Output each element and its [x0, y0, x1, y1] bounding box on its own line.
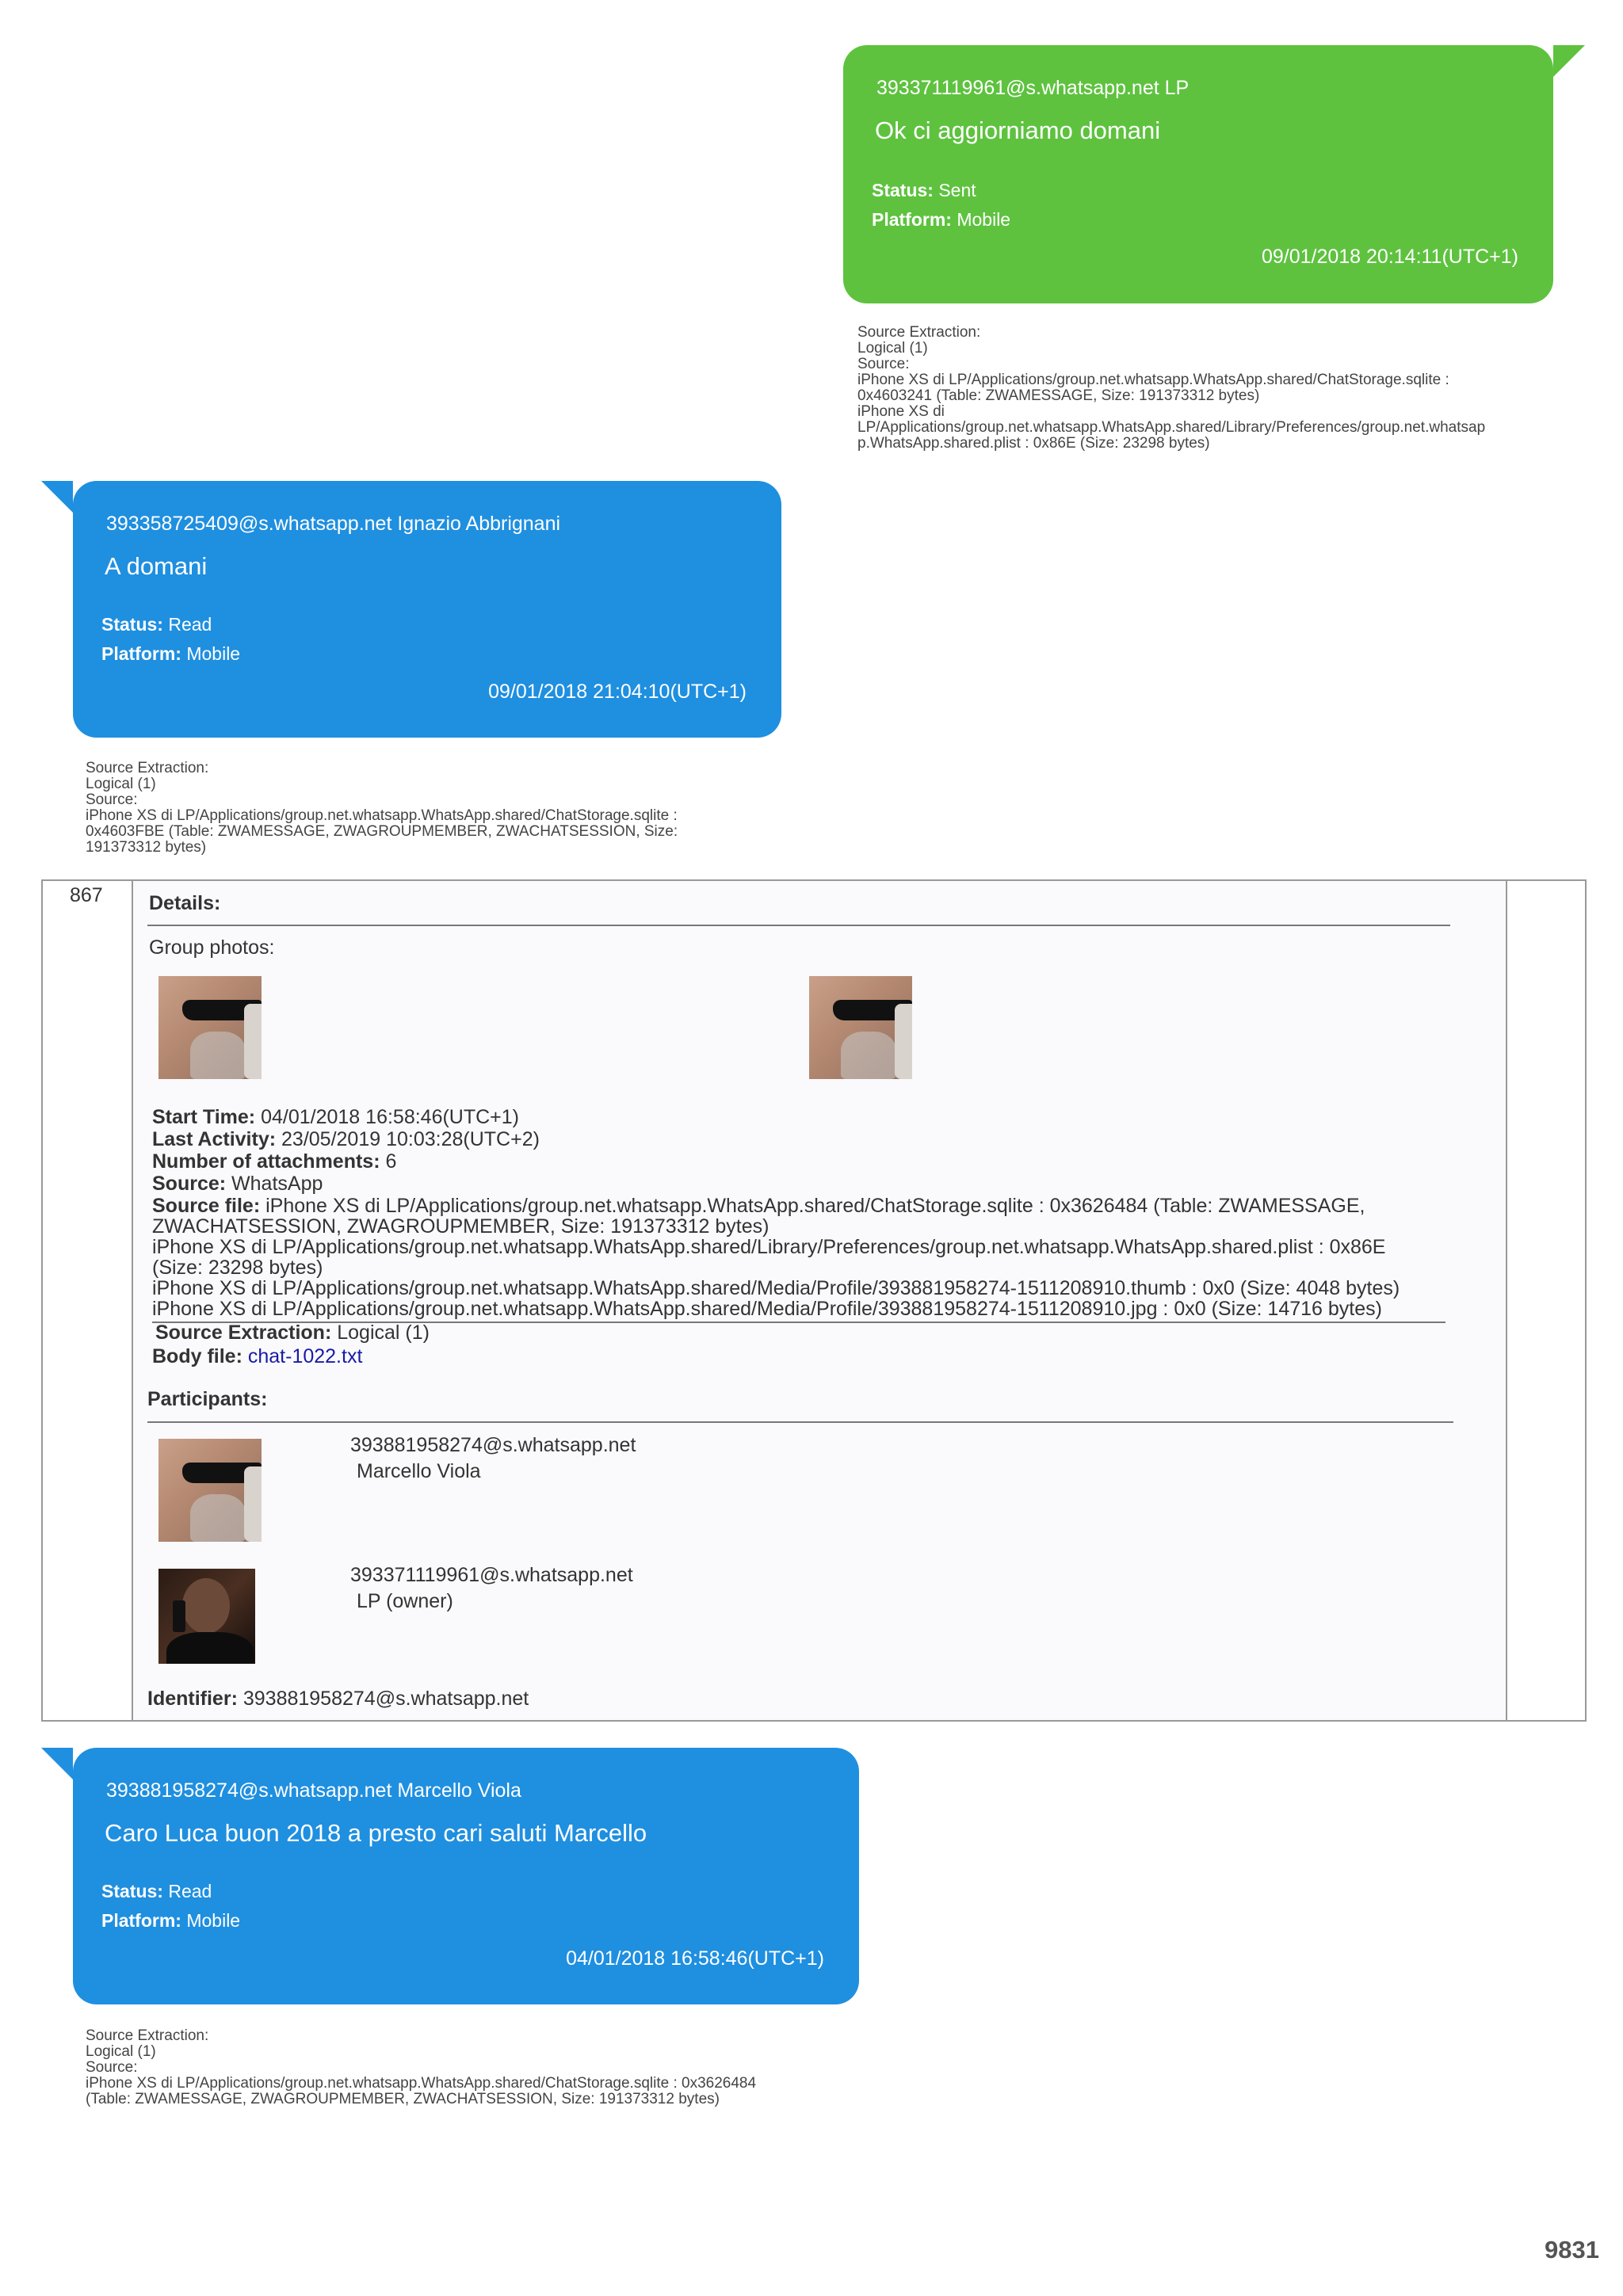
message-source-info: Source Extraction: Logical (1) Source: iPhone XS di LP/Applications/group.net.whatsapp.WhatsApp.shared/ChatStorage.sqlite : 0x3626484 (Table: ZWAMESSAGE, ZWAGROUPMEMBER, ZWACHATSESSION, Size: 191373312 bytes) — [86, 2027, 757, 2107]
message-platform: Platform: Mobile — [101, 1910, 241, 1931]
participant-avatar[interactable] — [158, 1569, 255, 1664]
page-number: 9831 — [1545, 2236, 1599, 2264]
participant-id: 393371119961@s.whatsapp.net — [350, 1564, 633, 1586]
participant-avatar[interactable] — [158, 1439, 262, 1542]
details-panel — [133, 881, 1507, 1720]
source-extraction: Source Extraction: Logical (1) — [155, 1322, 430, 1344]
body-file: Body file: chat-1022.txt — [152, 1345, 363, 1367]
bubble-tail — [41, 1748, 73, 1779]
message-status: Status: Sent — [872, 180, 976, 200]
group-photo[interactable] — [158, 976, 262, 1079]
message-source-info: Source Extraction: Logical (1) Source: iPhone XS di LP/Applications/group.net.whatsapp.WhatsApp.shared/ChatStorage.sqlite : 0x4603FBE (Table: ZWAMESSAGE, ZWAGROUPMEMBER, ZWACHATSESSION, Size: 191373312 bytes) — [86, 760, 678, 856]
message-platform: Platform: Mobile — [101, 643, 241, 664]
message-source-info: Source Extraction: Logical (1) Source: iPhone XS di LP/Applications/group.net.whatsapp.WhatsApp.shared/ChatStorage.sqlite : 0x4603241 (Table: ZWAMESSAGE, Size: 191373312 bytes) iPhone XS di LP/Applications/group.net.whatsapp.WhatsApp.shared/Library/Preferences/group.net.whatsap p.WhatsApp.shared.plist : 0x86E (Size: 23298 bytes) — [857, 324, 1486, 452]
divider — [147, 925, 1450, 926]
group-photos-label: Group photos: — [149, 936, 275, 959]
participant-name: LP (owner) — [357, 1590, 453, 1612]
source-file-line: (Size: 23298 bytes) — [152, 1257, 323, 1279]
message-text: Caro Luca buon 2018 a presto cari saluti Marcello — [105, 1819, 647, 1847]
message-sender: 393881958274@s.whatsapp.net Marcello Viola — [106, 1779, 521, 1802]
group-photo[interactable] — [809, 976, 912, 1079]
source-file-line: iPhone XS di LP/Applications/group.net.whatsapp.WhatsApp.shared/Library/Preferences/group.net.whatsapp.WhatsApp.shared.plist : 0x86E — [152, 1236, 1386, 1258]
message-status: Status: Read — [101, 1881, 212, 1901]
column-divider — [132, 881, 133, 1720]
message-bubble-received — [73, 481, 781, 738]
record-number: 867 — [70, 884, 103, 906]
source-file-line: ZWACHATSESSION, ZWAGROUPMEMBER, Size: 191373312 bytes) — [152, 1215, 769, 1238]
bubble-tail — [1553, 45, 1585, 77]
column-divider — [1506, 881, 1507, 1720]
message-platform: Platform: Mobile — [872, 209, 1011, 230]
message-bubble-sent — [843, 45, 1553, 303]
message-text: A domani — [105, 552, 208, 580]
source-file: Source file: iPhone XS di LP/Applications/group.net.whatsapp.WhatsApp.shared/ChatStorage.sqlite : 0x3626484 (Table: ZWAMESSAGE, — [152, 1195, 1365, 1217]
message-status: Status: Read — [101, 614, 212, 635]
message-sender: 393358725409@s.whatsapp.net Ignazio Abbrignani — [106, 513, 561, 535]
message-timestamp: 09/01/2018 20:14:11(UTC+1) — [1261, 246, 1518, 268]
body-file-link[interactable]: chat-1022.txt — [247, 1345, 363, 1367]
start-time: Start Time: 04/01/2018 16:58:46(UTC+1) — [152, 1106, 520, 1128]
message-sender: 393371119961@s.whatsapp.net LP — [876, 77, 1190, 99]
details-header: Details: — [149, 892, 221, 914]
message-text: Ok ci aggiorniamo domani — [875, 116, 1161, 144]
bubble-tail — [41, 481, 73, 513]
message-timestamp: 04/01/2018 16:58:46(UTC+1) — [566, 1947, 824, 1970]
message-timestamp: 09/01/2018 21:04:10(UTC+1) — [488, 681, 747, 703]
divider — [147, 1421, 1453, 1423]
participants-header: Participants: — [147, 1388, 268, 1410]
chat-identifier: Identifier: 393881958274@s.whatsapp.net — [147, 1688, 529, 1710]
message-bubble-received — [73, 1748, 859, 2004]
participant-name: Marcello Viola — [357, 1460, 481, 1482]
source-file-line: iPhone XS di LP/Applications/group.net.whatsapp.WhatsApp.shared/Media/Profile/393881958274-1511208910.thumb : 0x0 (Size: 4048 bytes) — [152, 1277, 1400, 1299]
participant-id: 393881958274@s.whatsapp.net — [350, 1434, 636, 1456]
chat-details-table — [41, 879, 1587, 1722]
source-file-line: iPhone XS di LP/Applications/group.net.whatsapp.WhatsApp.shared/Media/Profile/393881958274-1511208910.jpg : 0x0 (Size: 14716 bytes) — [152, 1298, 1382, 1320]
source: Source: WhatsApp — [152, 1173, 323, 1195]
last-activity: Last Activity: 23/05/2019 10:03:28(UTC+2) — [152, 1128, 540, 1150]
attachments-count: Number of attachments: 6 — [152, 1150, 397, 1173]
